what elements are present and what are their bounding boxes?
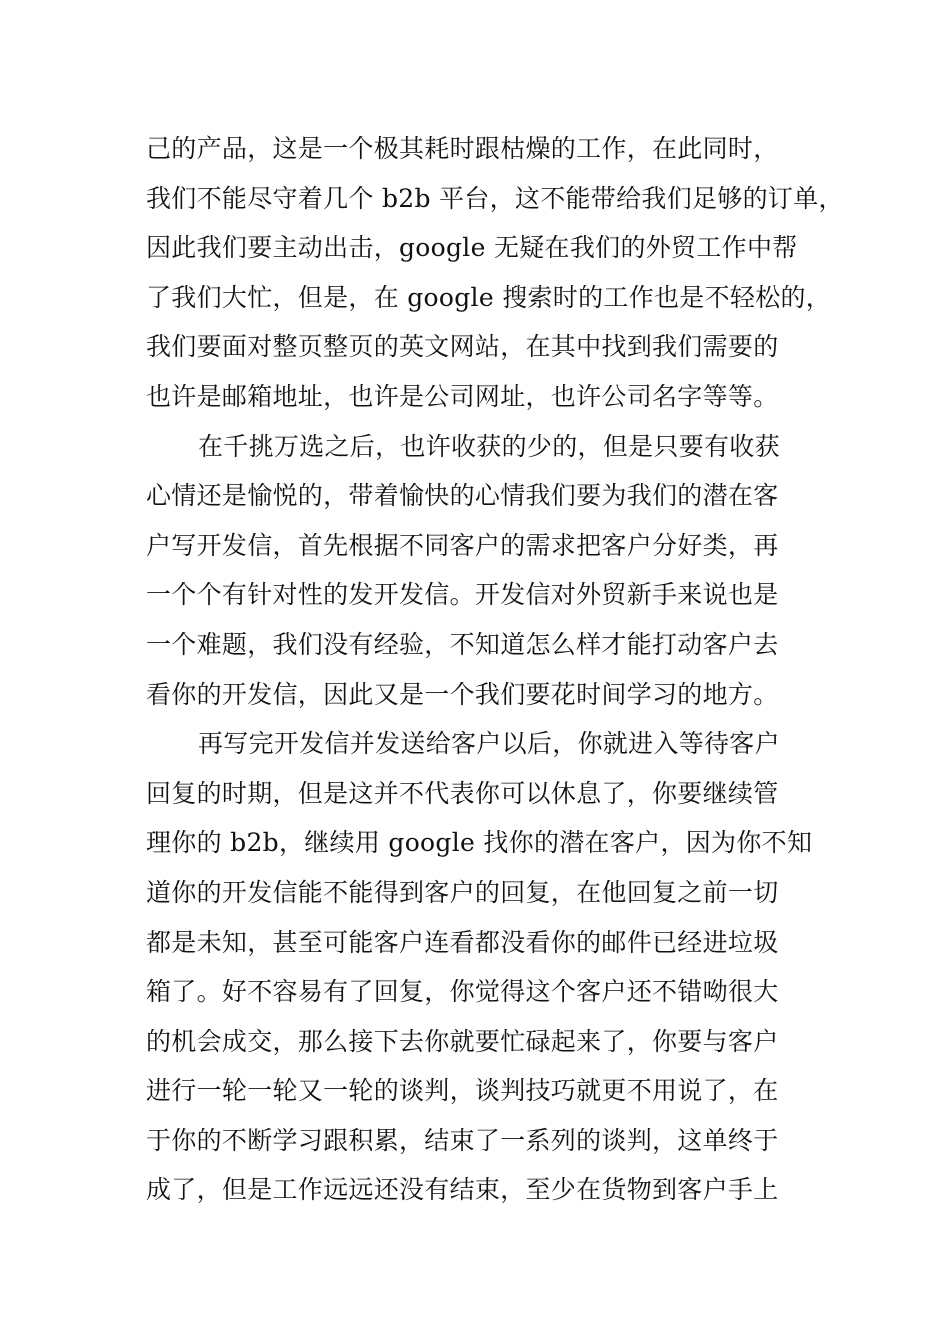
text-line: 都是未知，甚至可能客户连看都没看你的邮件已经进垃圾 <box>146 927 779 957</box>
text-line: 我们不能尽守着几个 b2b 平台，这不能带给我们足够的订单， <box>146 183 844 213</box>
text-line: 箱了。好不容易有了回复，你觉得这个客户还不错呦很大 <box>146 977 779 1007</box>
text-line: 的机会成交，那么接下去你就要忙碌起来了，你要与客户 <box>146 1026 779 1056</box>
document-body <box>146 124 844 1215</box>
text-line: 于你的不断学习跟积累，结束了一系列的谈判，这单终于 <box>146 1125 779 1155</box>
text-line: 一个个有针对性的发开发信。开发信对外贸新手来说也是 <box>146 580 779 610</box>
text-line: 理你的 b2b，继续用 google 找你的潜在客户，因为你不知 <box>146 828 813 858</box>
text-line: 因此我们要主动出击，google 无疑在我们的外贸工作中帮 <box>146 233 798 263</box>
paragraph-start-line: 在千挑万选之后，也许收获的少的，但是只要有收获 <box>198 431 780 461</box>
text-line: 回复的时期，但是这并不代表你可以休息了，你要继续管 <box>146 778 779 808</box>
text-line: 我们要面对整页整页的英文网站，在其中找到我们需要的 <box>146 332 779 362</box>
text-line: 心情还是愉悦的，带着愉快的心情我们要为我们的潜在客 <box>146 481 779 511</box>
text-line: 了我们大忙，但是，在 google 搜索时的工作也是不轻松的， <box>146 282 832 312</box>
text-line: 道你的开发信能不能得到客户的回复，在他回复之前一切 <box>146 877 779 907</box>
text-line: 一个难题，我们没有经验，不知道怎么样才能打动客户去 <box>146 629 779 659</box>
text-line: 户写开发信，首先根据不同客户的需求把客户分好类，再 <box>146 530 779 560</box>
text-line: 也许是邮箱地址，也许是公司网址，也许公司名字等等。 <box>146 381 779 411</box>
text-line: 己的产品，这是一个极其耗时跟枯燥的工作，在此同时， <box>146 134 779 163</box>
text-line: 进行一轮一轮又一轮的谈判，谈判技巧就更不用说了，在 <box>146 1076 779 1106</box>
text-line: 看你的开发信，因此又是一个我们要花时间学习的地方。 <box>146 679 779 709</box>
paragraph-start-line: 再写完开发信并发送给客户以后，你就进入等待客户 <box>198 729 780 759</box>
text-line: 成了，但是工作远远还没有结束，至少在货物到客户手上 <box>146 1175 779 1205</box>
